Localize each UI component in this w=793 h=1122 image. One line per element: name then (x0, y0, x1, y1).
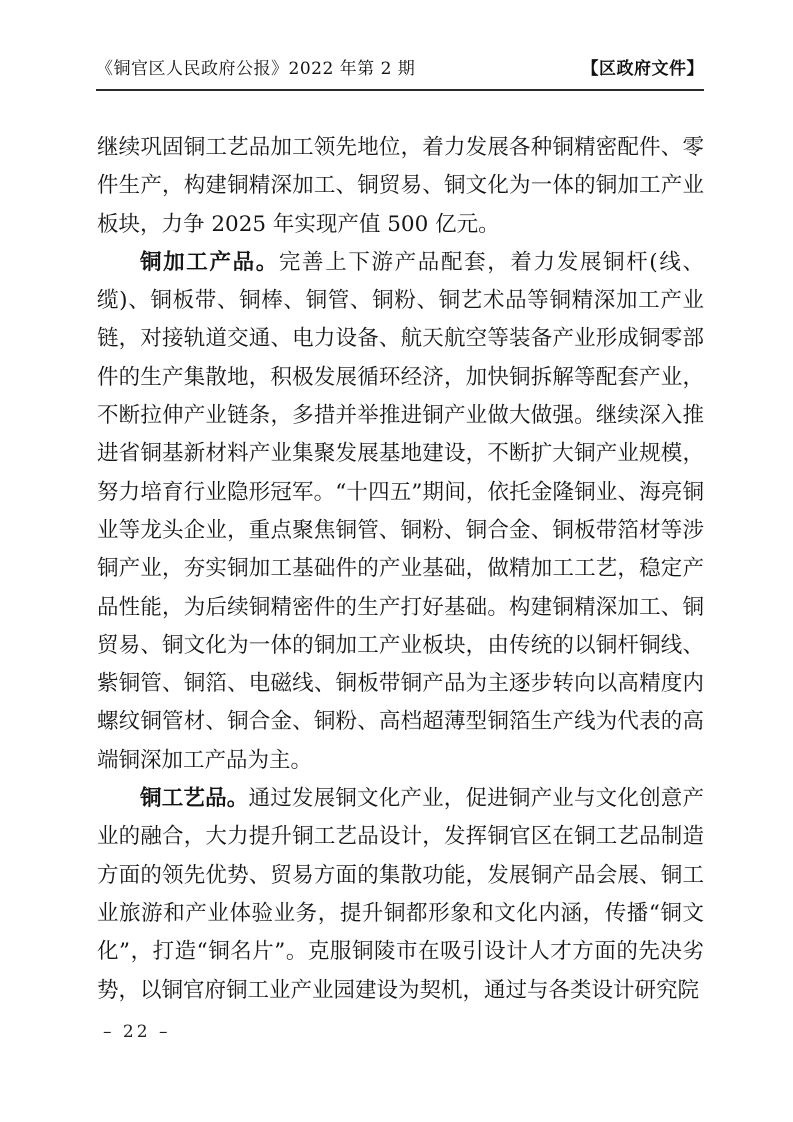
paragraph-text: 通过发展铜文化产业，促进铜产业与文化创意产业的融合，大力提升铜工艺品设计，发挥铜官区在铜工艺品制造方面的领先优势、贸易方面的集散功能，发展铜产品会展、铜工业旅游和产业体验业务，提升铜都形象和文化内涵，传播“铜文化”，打造“铜名片”。克服铜陵市在吸引设计人才方面的先决劣势，以铜官府铜工业产业园建设为契机，通过与各类设计研究院 (97, 786, 704, 1003)
page-footer (103, 1022, 170, 1042)
paragraph-text: 完善上下游产品配套，着力发展铜杆(线、缆)、铜板带、铜棒、铜管、铜粉、铜艺术品等铜精深加工产业链，对接轨道交通、电力设备、航天航空等装备产业形成铜零部件的生产集散地，积极发展循环经济，加快铜拆解等配套产业，不断拉伸产业链条，多措并举推进铜产业做大做强。继续深入推进省铜基新材料产业集聚发展基地建设，不断扩大铜产业规模，努力培育行业隐形冠军。“十四五”期间，依托金隆铜业、海亮铜业等龙头企业，重点聚焦铜管、铜粉、铜合金、铜板带箔材等涉铜产业，夯实铜加工基础件的产业基础，做精加工工艺，稳定产品性能，为后续铜精密件的生产打好基础。构建铜精深加工、铜贸易、铜文化为一体的铜加工产业板块，由传统的以铜杆铜线、紫铜管、铜箔、电磁线、铜板带铜产品为主逐步转向以高精度内螺纹铜管材、铜合金、铜粉、高档超薄型铜箔生产线为代表的高端铜深加工产品为主。 (97, 249, 704, 773)
paragraph-lead: 铜工艺品。 (140, 786, 249, 812)
page-number: – 22 – (103, 1022, 171, 1042)
paragraph-continuation (97, 129, 704, 244)
document-body (97, 129, 704, 1010)
paragraph-text: 继续巩固铜工艺品加工领先地位，着力发展各种铜精密配件、零件生产，构建铜精深加工、铜贸易、铜文化为一体的铜加工产业板块，力争 2025 年实现产值 500 亿元。 (97, 135, 704, 237)
paragraph-copper-processing-products (97, 244, 704, 780)
paragraph-lead: 铜加工产品。 (140, 249, 279, 275)
paragraph-copper-crafts (97, 780, 704, 1010)
document-category-tag: 【区政府文件】 (581, 59, 704, 79)
bulletin-title: 《铜官区人民政府公报》2022 年第 2 期 (96, 59, 416, 79)
page-header (96, 54, 704, 91)
